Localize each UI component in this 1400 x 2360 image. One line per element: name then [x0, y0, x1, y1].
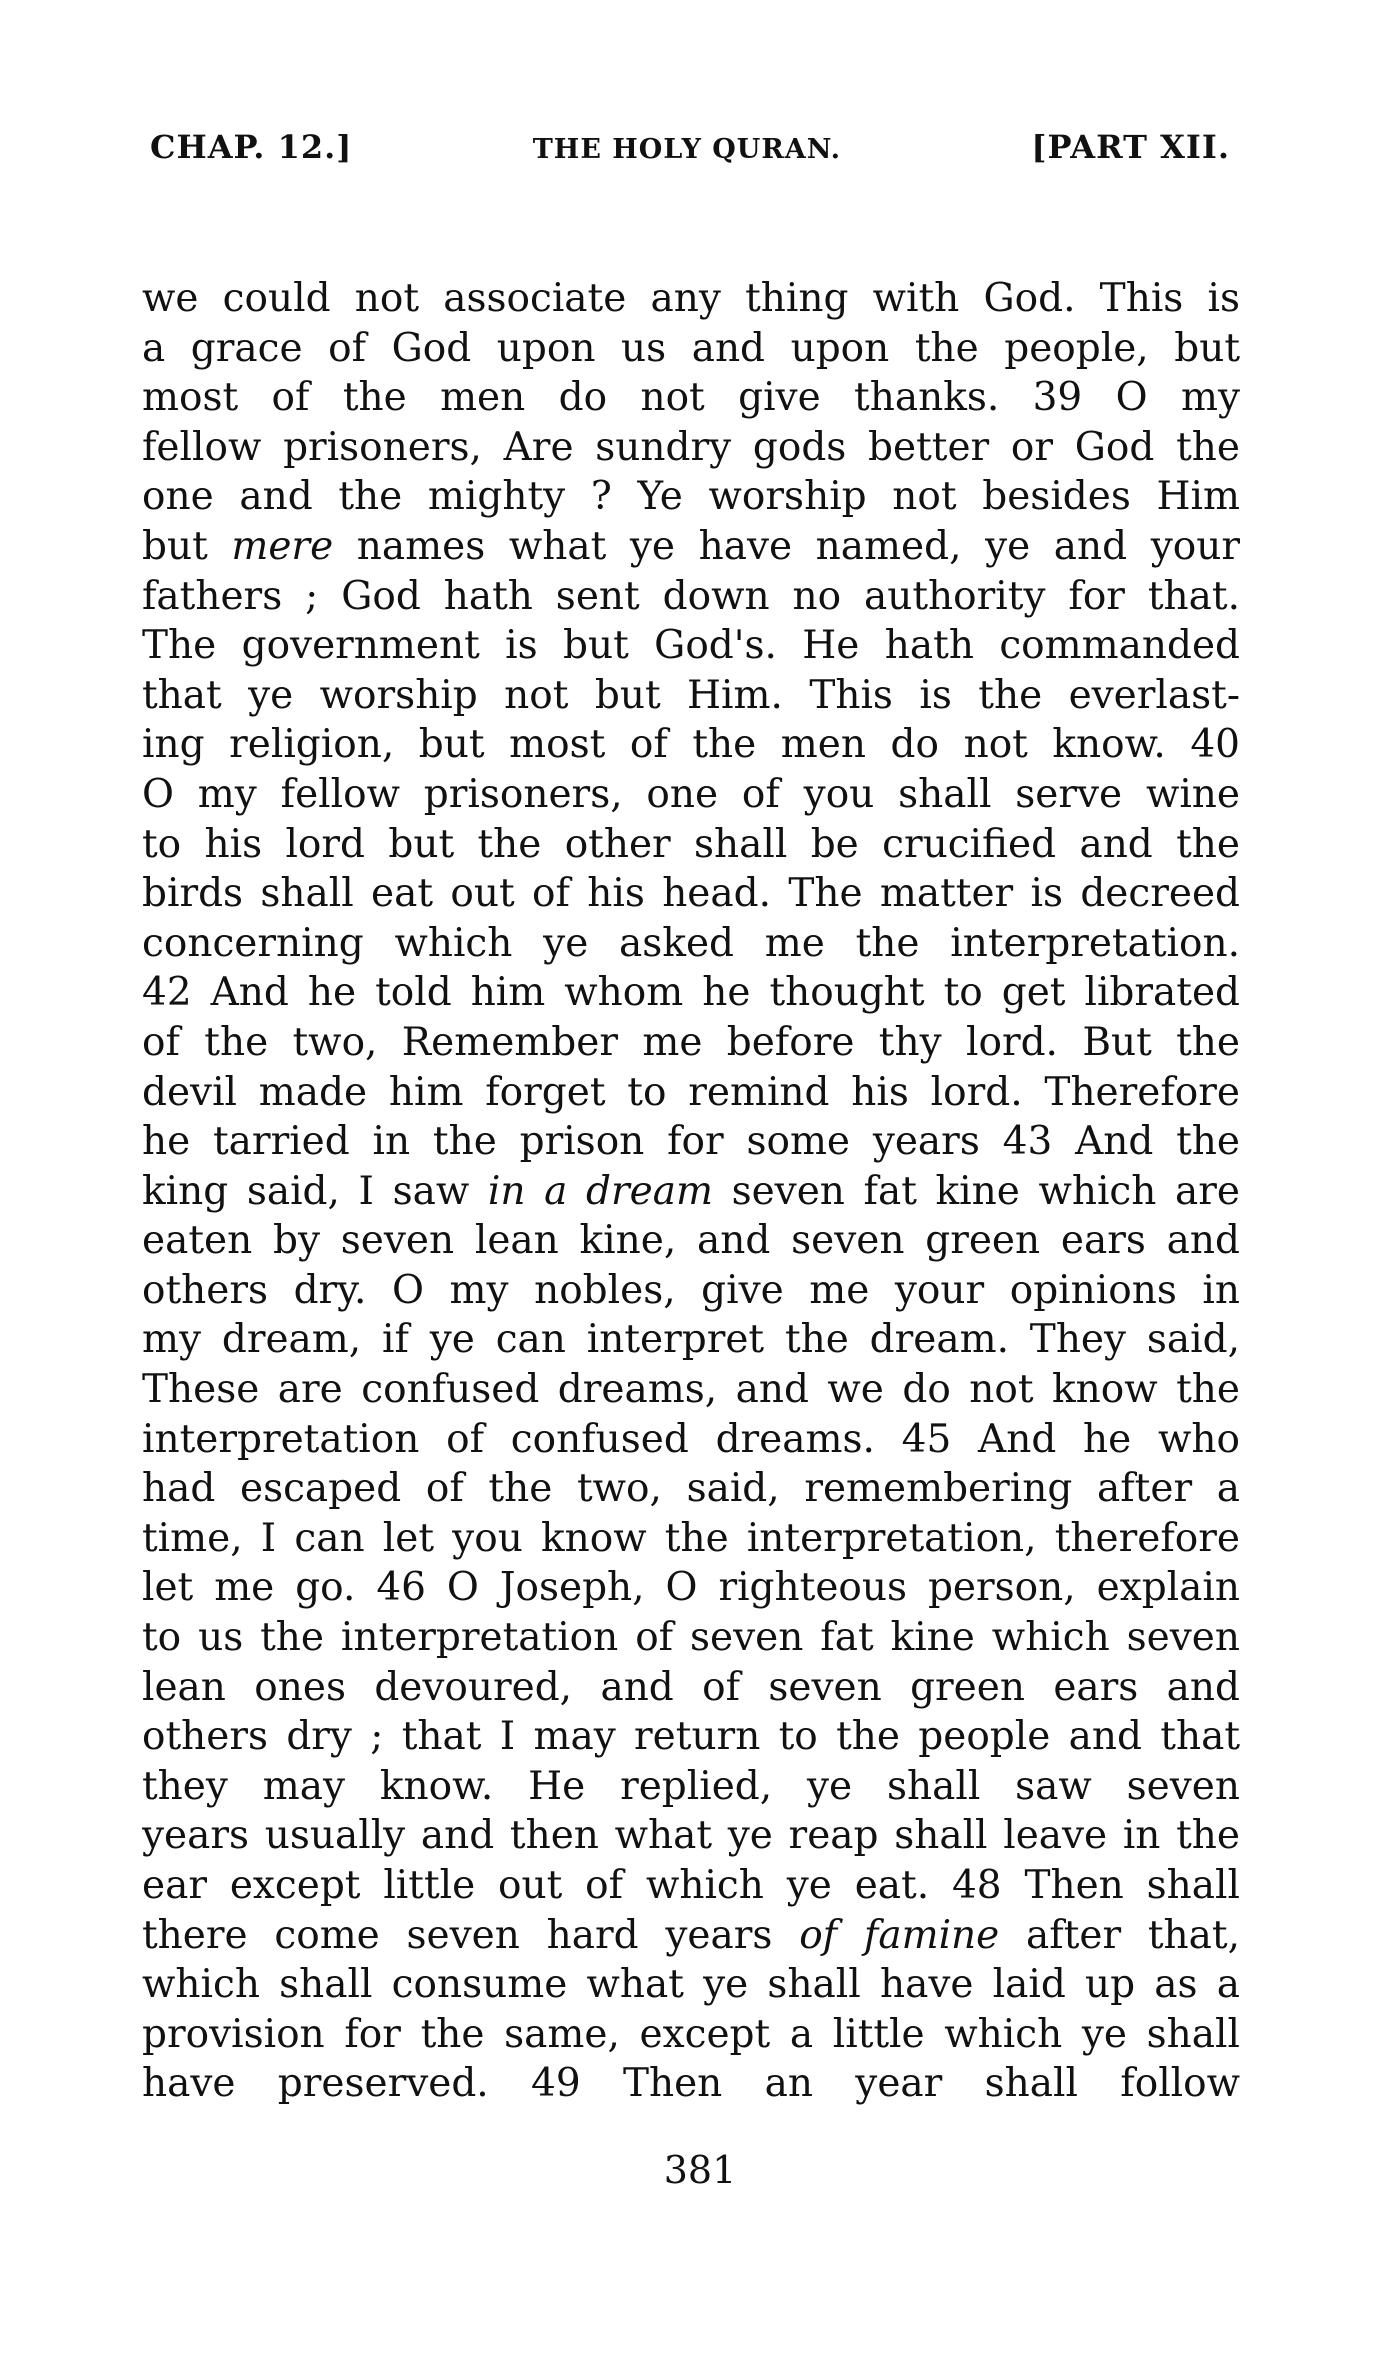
text-segment: most of the men do not give thanks. 39 O my: [142, 375, 1240, 421]
page-number: 381: [663, 2148, 737, 2192]
text-segment: my dream, if ye can interpret the dream. They said,: [142, 1317, 1240, 1363]
text-segment: let me go. 46 O Joseph, O righteous person, explain: [142, 1565, 1240, 1611]
text-segment: of the two, Remember me before thy lord. But the: [142, 1019, 1240, 1065]
text-segment: birds shall eat out of his head. The matter is decreed: [142, 871, 1240, 917]
text-segment: but: [142, 523, 232, 569]
text-segment: fathers ; God hath sent down no authority for that.: [142, 573, 1240, 619]
italic-segment: of famine: [799, 1912, 1000, 1958]
text-line: [142, 1365, 1240, 1415]
text-segment: he tarried in the prison for some years 43 And the: [142, 1119, 1240, 1165]
text-line: [142, 2059, 1240, 2109]
text-segment: fellow prisoners, Are sundry gods better or God the: [142, 424, 1240, 470]
text-line: [142, 1068, 1240, 1118]
text-segment: 42 And he told him whom he thought to get librated: [142, 970, 1240, 1016]
text-segment: others dry ; that I may return to the people and that: [142, 1714, 1240, 1760]
text-segment: a grace of God upon us and upon the people, but: [142, 325, 1240, 371]
text-segment: devil made him forget to remind his lord. Therefore: [142, 1069, 1240, 1115]
text-segment: to his lord but the other shall be crucified and the: [142, 821, 1240, 867]
text-segment: years usually and then what ye reap shall leave in the: [142, 1813, 1240, 1859]
text-segment: others dry. O my nobles, give me your opinions in: [142, 1267, 1240, 1313]
text-line: [142, 1960, 1240, 2010]
text-line: [142, 1464, 1240, 1514]
text-line: [142, 1415, 1240, 1465]
text-line: [142, 522, 1240, 572]
text-segment: one and the mighty ? Ye worship not besides Him: [142, 474, 1240, 520]
text-line: [142, 1315, 1240, 1365]
text-segment: provision for the same, except a little which ye shall: [142, 2011, 1240, 2057]
text-line: [142, 1266, 1240, 1316]
text-segment: These are confused dreams, and we do not know the: [142, 1367, 1240, 1413]
text-line: [142, 1117, 1240, 1167]
text-line: [142, 2010, 1240, 2060]
text-line: [142, 919, 1240, 969]
text-segment: eaten by seven lean kine, and seven green ears and: [142, 1218, 1240, 1264]
text-line: [142, 472, 1240, 522]
text-line: [142, 869, 1240, 919]
text-segment: there come seven hard years: [142, 1912, 800, 1958]
text-line: [142, 1811, 1240, 1861]
text-line: [142, 1216, 1240, 1266]
text-line: [142, 423, 1240, 473]
text-line: [142, 373, 1240, 423]
text-segment: lean ones devoured, and of seven green ears and: [142, 1664, 1240, 1710]
text-line: [142, 621, 1240, 671]
text-segment: which shall consume what ye shall have laid up as a: [142, 1962, 1240, 2008]
text-line: [142, 572, 1240, 622]
text-line: [142, 671, 1240, 721]
text-line: [142, 1018, 1240, 1068]
book-title: THE HOLY QURAN.: [532, 134, 842, 165]
text-line: [142, 770, 1240, 820]
text-line: [142, 820, 1240, 870]
italic-segment: in a dream: [487, 1168, 713, 1214]
text-line: [142, 324, 1240, 374]
text-segment: interpretation of confused dreams. 45 And he who: [142, 1416, 1240, 1462]
text-segment: time, I can let you know the interpretation, therefore: [142, 1515, 1240, 1561]
text-line: [142, 1911, 1240, 1961]
chapter-label: CHAP. 12.]: [150, 128, 353, 166]
text-segment: we could not associate any thing with God. This is: [142, 276, 1240, 321]
text-segment: have preserved. 49 Then an year shall follow: [142, 2061, 1240, 2107]
text-line: [142, 720, 1240, 770]
text-line: [142, 1613, 1240, 1663]
text-segment: had escaped of the two, said, remembering after a: [142, 1466, 1240, 1512]
text-segment: names what ye have named, ye and your: [333, 523, 1240, 569]
text-segment: ear except little out of which ye eat. 48 Then shall: [142, 1863, 1240, 1908]
text-line: [142, 968, 1240, 1018]
text-line: [142, 274, 1240, 324]
text-segment: after that,: [999, 1912, 1240, 1958]
text-segment: seven fat kine which are: [712, 1168, 1240, 1214]
body-text: [142, 274, 1240, 2109]
text-segment: king said, I saw: [142, 1168, 488, 1214]
text-line: [142, 1514, 1240, 1564]
text-line: [142, 1762, 1240, 1812]
text-line: [142, 1712, 1240, 1762]
text-line: [142, 1167, 1240, 1217]
running-head: [150, 128, 1230, 178]
text-line: [142, 1663, 1240, 1713]
text-line: [142, 1861, 1240, 1911]
text-segment: O my fellow prisoners, one of you shall serve wine: [142, 771, 1240, 817]
text-segment: ing religion, but most of the men do not know. 40: [142, 722, 1240, 768]
text-segment: The government is but God's. He hath commanded: [142, 623, 1240, 669]
text-segment: that ye worship not but Him. This is the everlast-: [142, 672, 1240, 718]
text-segment: to us the interpretation of seven fat kine which seven: [142, 1615, 1240, 1661]
italic-segment: mere: [231, 523, 334, 569]
text-line: [142, 1563, 1240, 1613]
text-segment: they may know. He replied, ye shall saw seven: [142, 1763, 1240, 1809]
part-label: [PART XII.: [1031, 128, 1230, 166]
text-segment: concerning which ye asked me the interpretation.: [142, 920, 1240, 966]
